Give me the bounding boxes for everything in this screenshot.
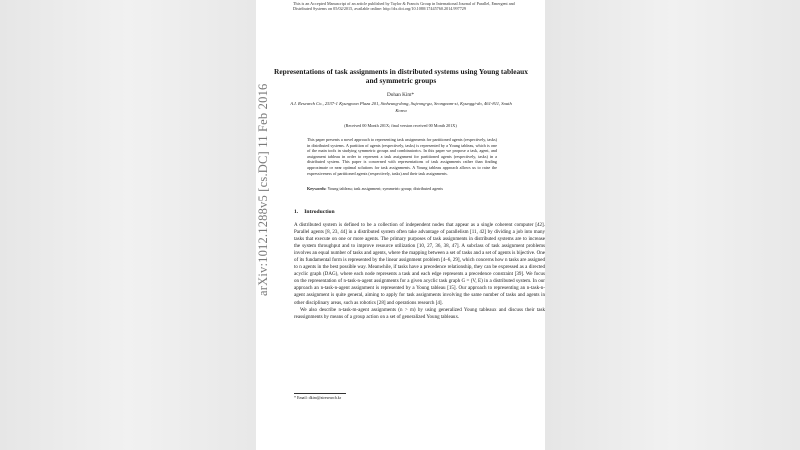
- section-title: Introduction: [304, 209, 335, 215]
- section-heading: [294, 209, 335, 215]
- footnote: * Email: dkim@airesearch.kr: [294, 395, 342, 400]
- footnote-rule: [294, 393, 346, 394]
- keywords-list: Young tableau; task assignment; symmetric group; distributed agents: [327, 186, 443, 191]
- keywords: [307, 186, 507, 191]
- author-name: Dohan Kim*: [387, 92, 414, 98]
- paragraph: A distributed system is defined to be a collection of independent nodes that appear as a single coherent computer [42]. Parallel agents [8, 23, 44] in a distributed system often take advantage of parallelism [11, 42] by dividing a job into many tasks that execute on one or more agents. The primary purposes of task assignments in distributed systems are to increase the system throughput and to improve resource utilization [10, 27, 36, 38, 47]. A subclass of task assignment problems involves an equal number of tasks and agents, where the mapping between a set of tasks and a set of agents is bijective. One of its fundamental form is represented by the linear assignment problem [4–6, 29], which concerns how n tasks are assigned to n agents in the best possible way. Meanwhile, if tasks have a precedence relationship, they can be expressed as a directed acyclic graph (DAG), where each node represents a task and each edge represents a precedence constraint [39]. We focus on the representation of n-task-n-agent assignments for a given acyclic task graph G = (V, E) in a distributed system. In our approach an n-task-n-agent assignment is represented by a Young tableau [15]. Our approach to representing an n-task-n-agent assignment is quite general, aiming to apply for task assignments involving the same number of tasks and agents in other disciplinary areas, such as robotics [28] and operations research [4].: [294, 222, 545, 306]
- paragraph: We also describe n-task-m-agent assignments (n > m) by using generalized Young tableaux and discuss their task reassignments by means of a group action on a set of generalized Young tableaux.: [294, 306, 545, 320]
- abstract: This paper presents a novel approach to representing task assignments for partitioned agents (respectively, tasks) in distributed systems. A partition of agents (respectively, tasks) is represented by a Young tableau, which is one of the main tools in studying symmetric groups and combinatorics. In this paper we propose a task, agent, and assignment tableau in order to represent a task assignment for partitioned agents (respectively, tasks) in a distributed system. This paper is concerned with representations of task assignments rather than finding approximate or near optimal solutions for task assignments. A Young tableau approach allows us to raise the expressiveness of partitioned agents (respectively, tasks) and their task assignments.: [307, 137, 497, 176]
- introduction-body: [294, 222, 545, 321]
- publication-notice: This is an Accepted Manuscript of an article published by Taylor & Francis Group in International Journal of Parallel, Emergent and Distributed Systems on 05/02/2015, available online: http://dx.doi.org/10.1080/17445760.2014.997729: [293, 1, 515, 11]
- keywords-label: Keywords:: [307, 186, 327, 191]
- viewer-background-left: [0, 0, 256, 450]
- paper-page[interactable]: [256, 0, 545, 450]
- arxiv-identifier-stamp: arXiv:1012.1288v5 [cs.DC] 11 Feb 2016: [256, 83, 270, 296]
- author-affiliation: A.I. Research Co., 2537-1 Kyungwon Plaza 201, Sinheung-dong, Sujeong-gu, Seongnam-si, Kyunggi-do, 461-811, South Korea: [290, 101, 512, 113]
- section-number: 1.: [294, 209, 299, 215]
- paper-title: Representations of task assignments in distributed systems using Young tableaux and symmetric groups: [274, 67, 528, 85]
- viewer-background-right: [545, 0, 800, 450]
- received-dates: (Received 00 Month 201X; final version received 00 Month 201X): [344, 123, 457, 128]
